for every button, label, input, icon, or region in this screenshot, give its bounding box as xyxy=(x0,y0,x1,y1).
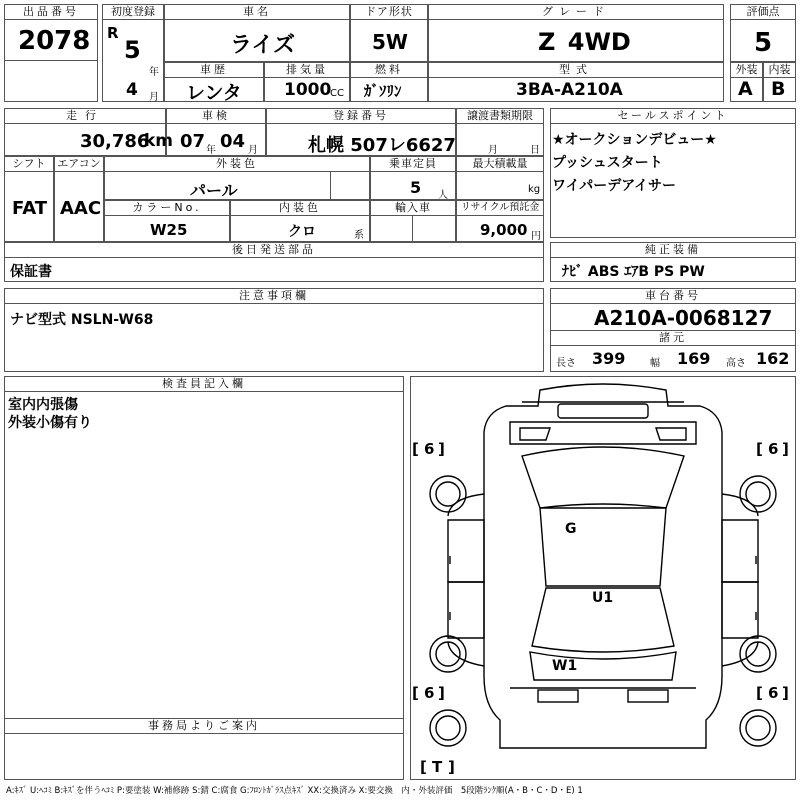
transfer-month-unit: 月 xyxy=(488,145,498,156)
chassis-label: 車台番号 xyxy=(551,289,795,304)
door-left-rear xyxy=(448,582,484,638)
capacity-unit: 人 xyxy=(438,190,448,201)
plate-label: 登録番号 xyxy=(267,109,455,124)
tire-bracket-close: ] xyxy=(438,440,445,458)
int-color-label: 内装色 xyxy=(231,201,369,216)
lot-number-label: 出品番号 xyxy=(5,5,97,20)
sales-point: ★オークションデビュー★ xyxy=(552,132,717,148)
tire-bracket-close: ] xyxy=(448,758,455,776)
int-color-value: クロ xyxy=(288,224,316,240)
recycle-value: 9,000 xyxy=(480,221,528,239)
ext-color-label: 外装色 xyxy=(105,157,369,172)
door-right-front xyxy=(722,520,758,582)
tire-bracket-close: ] xyxy=(782,684,789,702)
year-unit: 年 xyxy=(149,67,159,78)
equipment-value: ﾅﾋﾞ ABS ｴｱB PS PW xyxy=(562,264,705,280)
front-grille xyxy=(558,404,648,418)
history-value: レンタ xyxy=(186,82,242,104)
notes-label: 注意事項欄 xyxy=(5,289,543,304)
rear-plate xyxy=(538,690,578,702)
inspector-label: 検査員記入欄 xyxy=(5,377,403,392)
reg-month: 4 xyxy=(126,80,138,100)
recycle-unit: 円 xyxy=(531,231,541,242)
plate-value: 札幌 507レ6627 xyxy=(308,135,456,156)
width-value: 169 xyxy=(677,349,711,368)
tire-bracket-close: ] xyxy=(782,440,789,458)
shift-label: シフト xyxy=(5,157,53,172)
color-no-value: W25 xyxy=(150,221,188,239)
parts-label: 後日発送部品 xyxy=(5,243,543,258)
inspection-month-unit: 月 xyxy=(248,145,258,156)
month-unit: 月 xyxy=(149,92,159,103)
lot-number: 2078 xyxy=(18,26,91,56)
color-no-label: カラーNo. xyxy=(105,201,229,216)
divider xyxy=(412,216,413,242)
office-label: 事務局よりご案内 xyxy=(5,719,403,734)
equipment-label: 純正装備 xyxy=(551,243,795,258)
door-right-rear xyxy=(722,582,758,638)
mileage-label: 走行 xyxy=(5,109,165,124)
height-label: 高さ xyxy=(726,358,746,369)
history-label: 車歴 xyxy=(165,63,263,78)
fuel-label: 燃料 xyxy=(351,63,427,78)
inspection-year: 07 xyxy=(180,131,206,152)
parts-value: 保証書 xyxy=(10,264,52,280)
sales-points-label: セールスポイント xyxy=(551,109,795,124)
ac-label: エアコン xyxy=(55,157,103,172)
load-unit: kg xyxy=(528,184,541,195)
shift-value: FAT xyxy=(12,198,48,219)
reg-year: 5 xyxy=(124,36,141,64)
exterior-label: 外装 xyxy=(731,63,762,78)
sales-point: プッシュスタート xyxy=(552,155,663,171)
tire-bracket-close: ] xyxy=(438,684,445,702)
tire-rr: 6 xyxy=(768,684,779,702)
displacement-label: 排気量 xyxy=(265,63,349,78)
mark-windshield: G xyxy=(565,521,577,537)
tire-bracket-open: [ xyxy=(420,758,427,776)
car-diagram xyxy=(410,376,796,780)
height-value: 162 xyxy=(756,349,790,368)
width-label: 幅 xyxy=(650,358,660,369)
fuel-value: ｶﾞｿﾘﾝ xyxy=(364,82,402,100)
first-reg-label: 初度登録 xyxy=(103,5,163,20)
sales-points-box xyxy=(550,108,796,238)
length-value: 399 xyxy=(592,349,626,368)
mileage-unit: km xyxy=(144,131,174,151)
model-label: 型式 xyxy=(429,63,723,78)
tire-rl: 6 xyxy=(424,684,435,702)
length-label: 長さ xyxy=(556,358,576,369)
tire-bracket-open: [ xyxy=(756,684,763,702)
inspection-month: 04 xyxy=(220,131,246,152)
capacity-value: 5 xyxy=(410,178,422,197)
inspection-label: 車検 xyxy=(167,109,265,124)
score-label: 評価点 xyxy=(731,5,795,20)
notes-value: ナビ型式 NSLN-W68 xyxy=(10,312,154,328)
mark-rear: W1 xyxy=(552,658,578,674)
tire-bracket-open: [ xyxy=(756,440,763,458)
inspector-line: 室内内張傷 xyxy=(8,397,78,413)
tire-fr: 6 xyxy=(768,440,779,458)
divider xyxy=(330,172,331,200)
model-value: 3BA-A210A xyxy=(516,80,623,100)
legend: A:ｷｽﾞ U:ﾍｺﾐ B:ｷｽﾞを伴うﾍｺﾐ P:要塗装 W:補修跡 S:錆 C:腐食 G:ﾌﾛﾝﾄｶﾞﾗｽ点ｷｽﾞ XX:交換済み X:要交換 内・外装評価 5段階ﾗﾝｸ順(A・B・C・D・E) 1 xyxy=(6,786,583,796)
spare-tire: T xyxy=(432,758,443,776)
score-value: 5 xyxy=(754,28,773,58)
door-left-front xyxy=(448,520,484,582)
grade-value: Z 4WD xyxy=(538,28,631,56)
load-label: 最大積載量 xyxy=(457,157,543,172)
capacity-label: 乗車定員 xyxy=(371,157,455,172)
transfer-day-unit: 日 xyxy=(530,145,540,156)
tire-bracket-open: [ xyxy=(412,440,419,458)
recycle-label: リサイクル預託金 xyxy=(457,201,543,216)
mark-roof: U1 xyxy=(592,590,614,606)
sales-point: ワイパーデアイサー xyxy=(552,178,677,194)
roof xyxy=(540,508,666,586)
mileage-value: 30,786 xyxy=(80,131,150,152)
inspection-year-unit: 年 xyxy=(206,145,216,156)
displacement-unit: CC xyxy=(330,88,344,99)
ac-value: AAC xyxy=(60,198,102,219)
int-color-unit: 系 xyxy=(354,230,364,241)
tire-fl: 6 xyxy=(424,440,435,458)
grade-label: グレード xyxy=(429,5,723,20)
tire-bracket-open: [ xyxy=(412,684,419,702)
ext-color-value: パール xyxy=(190,181,238,200)
headlight-right xyxy=(656,428,686,440)
hood xyxy=(510,422,696,444)
interior-value: B xyxy=(771,78,786,100)
transfer-label: 譲渡書類期限 xyxy=(457,109,543,124)
displacement-value: 1000 xyxy=(284,80,332,100)
era-mark: R xyxy=(107,24,119,42)
interior-label: 内装 xyxy=(764,63,795,78)
car-name-label: 車名 xyxy=(165,5,349,20)
door-value: 5W xyxy=(372,30,408,54)
spec-label: 諸元 xyxy=(551,331,795,346)
exterior-value: A xyxy=(738,78,753,100)
windshield xyxy=(522,447,684,508)
car-name: ライズ xyxy=(230,33,296,58)
import-label: 輸入車 xyxy=(371,201,455,216)
chassis-value: A210A-0068127 xyxy=(594,306,773,330)
divider xyxy=(4,60,98,61)
door-label: ドア形状 xyxy=(351,5,427,20)
rear-plate xyxy=(628,690,668,702)
headlight-left xyxy=(520,428,550,440)
inspector-line: 外装小傷有り xyxy=(8,415,92,431)
